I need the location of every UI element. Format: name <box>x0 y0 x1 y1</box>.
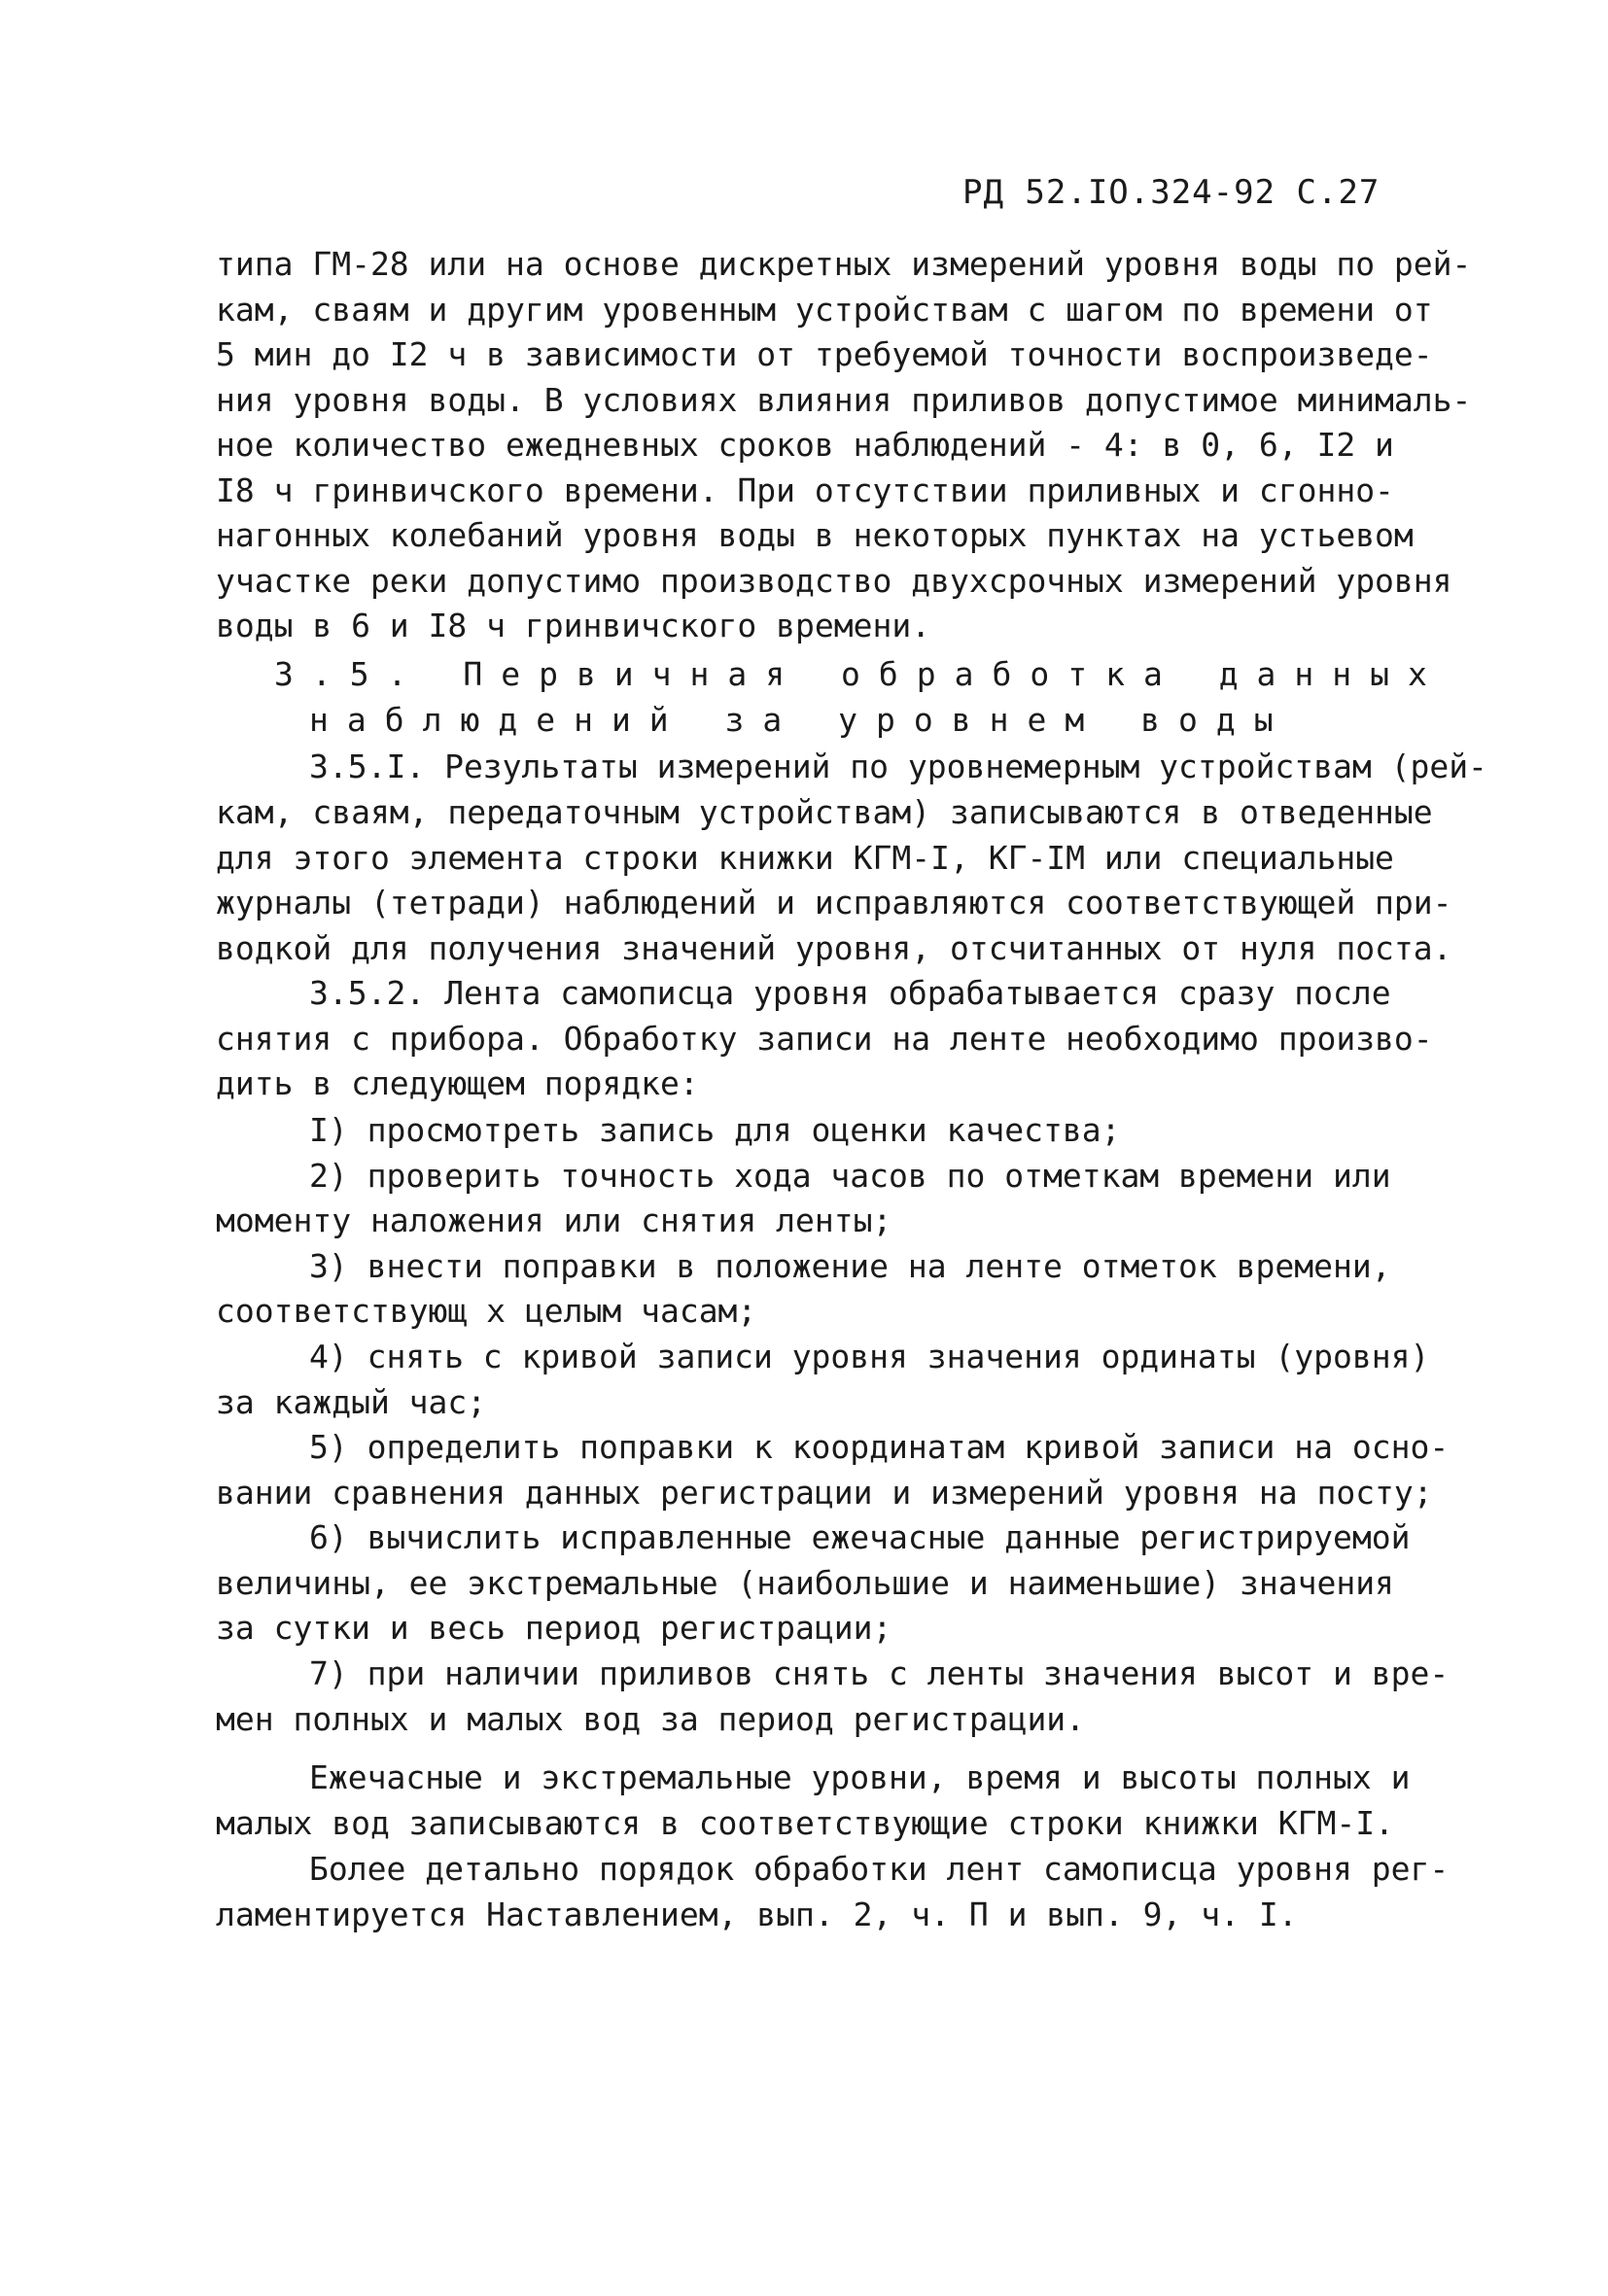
paragraph-hourly: Ежечасные и экстремальные уровни, время и высоты полных и <box>309 1758 1411 1796</box>
list-item-4: 4) снять с кривой записи уровня значения ординаты (уровня) <box>309 1338 1430 1375</box>
list-item-3: 3) внести поправки в положение на ленте отметок времени, <box>309 1247 1391 1285</box>
list-item-2: 2) проверить точность хода часов по отметкам времени или <box>309 1157 1391 1195</box>
text-line: I8 ч гринвичского времени. При отсутствии приливных и сгонно- <box>216 471 1394 509</box>
text-line: за каждый час; <box>216 1383 487 1421</box>
list-item-6: 6) вычислить исправленные ежечасные данные регистрируемой <box>309 1518 1411 1556</box>
section-heading-cont: наблюдений за уровнем воды <box>309 701 1292 739</box>
text-line: водкой для получения значений уровня, отсчитанных от нуля поста. <box>216 929 1452 967</box>
text-line: соответствующ х целым часам; <box>216 1292 757 1330</box>
text-line: вании сравнения данных регистрации и измерений уровня на посту; <box>216 1474 1433 1512</box>
text-line: участке реки допустимо производство двухсрочных измерений уровня <box>216 562 1452 600</box>
list-item-5: 5) определить поправки к координатам кривой записи на осно- <box>309 1428 1450 1466</box>
text-line: дить в следующем порядке: <box>216 1064 699 1102</box>
text-line: ния уровня воды. В условиях влияния приливов допустимое минималь- <box>216 381 1472 419</box>
text-line: ное количество ежедневных сроков наблюдений - 4: в 0, 6, I2 и <box>216 426 1394 464</box>
text-line: малых вод записываются в соответствующие строки книжки КГМ-I. <box>216 1804 1394 1842</box>
page-header: РД 52.IO.324-92 С.27 <box>962 173 1381 212</box>
text-line: воды в 6 и I8 ч гринвичского времени. <box>216 607 931 644</box>
list-item-1: I) просмотреть запись для оценки качества; <box>309 1111 1121 1149</box>
text-line: для этого элемента строки книжки КГМ-I, КГ-IМ или специальные <box>216 839 1394 877</box>
text-line: величины, ее экстремальные (наибольшие и наименьшие) значения <box>216 1564 1394 1602</box>
text-line: мен полных и малых вод за период регистрации. <box>216 1700 1086 1738</box>
text-line: типа ГМ-28 или на основе дискретных измерений уровня воды по рей- <box>216 245 1472 283</box>
paragraph-detail: Более детально порядок обработки лент самописца уровня рег- <box>309 1850 1450 1888</box>
text-line: за сутки и весь период регистрации; <box>216 1609 892 1647</box>
text-line: нагонных колебаний уровня воды в некоторых пунктах на устьевом <box>216 516 1414 554</box>
text-line: кам, сваям и другим уровенным устройствам с шагом по времени от <box>216 291 1433 329</box>
text-line: кам, сваям, передаточным устройствам) записываются в отведенные <box>216 793 1433 831</box>
list-item-7: 7) при наличии приливов снять с ленты значения высот и вре- <box>309 1654 1450 1692</box>
paragraph-3-5-1: 3.5.I. Результаты измерений по уровнемерным устройствам (рей- <box>309 748 1487 785</box>
text-line: ламентируется Наставлением, вып. 2, ч. П и вып. 9, ч. I. <box>216 1896 1298 1933</box>
text-line: 5 мин до I2 ч в зависимости от требуемой точности воспроизведе- <box>216 335 1433 373</box>
text-line: снятия с прибора. Обработку записи на ленте необходимо произво- <box>216 1020 1433 1058</box>
paragraph-3-5-2: 3.5.2. Лента самописца уровня обрабатывается сразу после <box>309 974 1391 1012</box>
section-heading: 3.5. Первичная обработка данных <box>274 655 1446 693</box>
text-line: журналы (тетради) наблюдений и исправляются соответствующей при- <box>216 884 1452 922</box>
text-line: моменту наложения или снятия ленты; <box>216 1201 892 1239</box>
